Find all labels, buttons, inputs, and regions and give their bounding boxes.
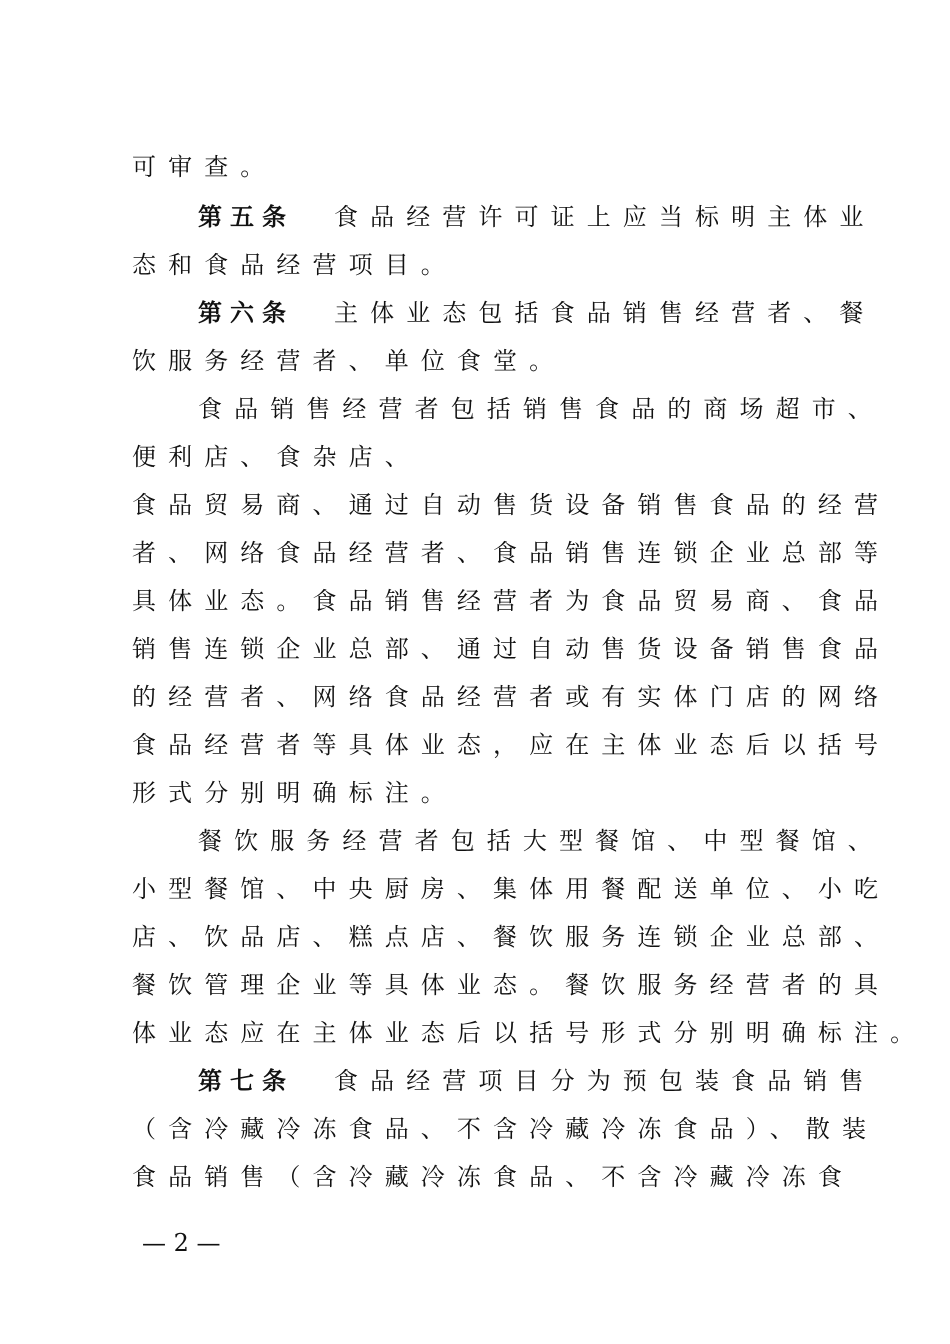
text-line: 者、网络食品经营者、食品销售连锁企业总部等 <box>132 539 891 567</box>
article-7-paragraph: 第七条 食品经营项目分为预包装食品销售 <box>198 1067 876 1095</box>
article-title: 第七条 <box>198 1067 294 1095</box>
paragraph-catering: 餐饮服务经营者包括大型餐馆、中型餐馆、 <box>198 827 884 855</box>
text-line: 形式分别明确标注。 <box>132 779 457 807</box>
text-line: 便利店、食杂店、 <box>132 443 421 471</box>
text-line: 体业态应在主体业态后以括号形式分别明确标注。 <box>132 1019 927 1047</box>
text-line: 食品销售（含冷藏冷冻食品、不含冷藏冷冻食 <box>132 1163 854 1191</box>
text-line: 饮服务经营者、单位食堂。 <box>132 347 566 375</box>
text-line: 销售连锁企业总部、通过自动售货设备销售食品 <box>132 635 891 663</box>
text-line: 态和食品经营项目。 <box>132 251 457 279</box>
text-line: （含冷藏冷冻食品、不含冷藏冷冻食品）、散装 <box>132 1115 879 1143</box>
article-title: 第五条 <box>198 203 294 231</box>
page-number: — 2 — <box>142 1229 221 1257</box>
text-line: 店、饮品店、糕点店、餐饮服务连锁企业总部、 <box>132 923 891 951</box>
article-6-paragraph: 第六条 主体业态包括食品销售经营者、餐 <box>198 299 876 327</box>
text-line: 餐饮管理企业等具体业态。餐饮服务经营者的具 <box>132 971 891 999</box>
article-title: 第六条 <box>198 299 294 327</box>
article-5-paragraph: 第五条 食品经营许可证上应当标明主体业 <box>198 203 876 231</box>
text-line: 可审查。 <box>132 153 277 181</box>
text-line: 具体业态。食品销售经营者为食品贸易商、食品 <box>132 587 891 615</box>
text-line: 的经营者、网络食品经营者或有实体门店的网络 <box>132 683 891 711</box>
text-line: 小型餐馆、中央厨房、集体用餐配送单位、小吃 <box>132 875 891 903</box>
text-line: 食品经营者等具体业态，应在主体业态后以括号 <box>132 731 891 759</box>
paragraph-food-sales: 食品销售经营者包括销售食品的商场超市、 <box>198 395 884 423</box>
text-line: 食品贸易商、通过自动售货设备销售食品的经营 <box>132 491 891 519</box>
